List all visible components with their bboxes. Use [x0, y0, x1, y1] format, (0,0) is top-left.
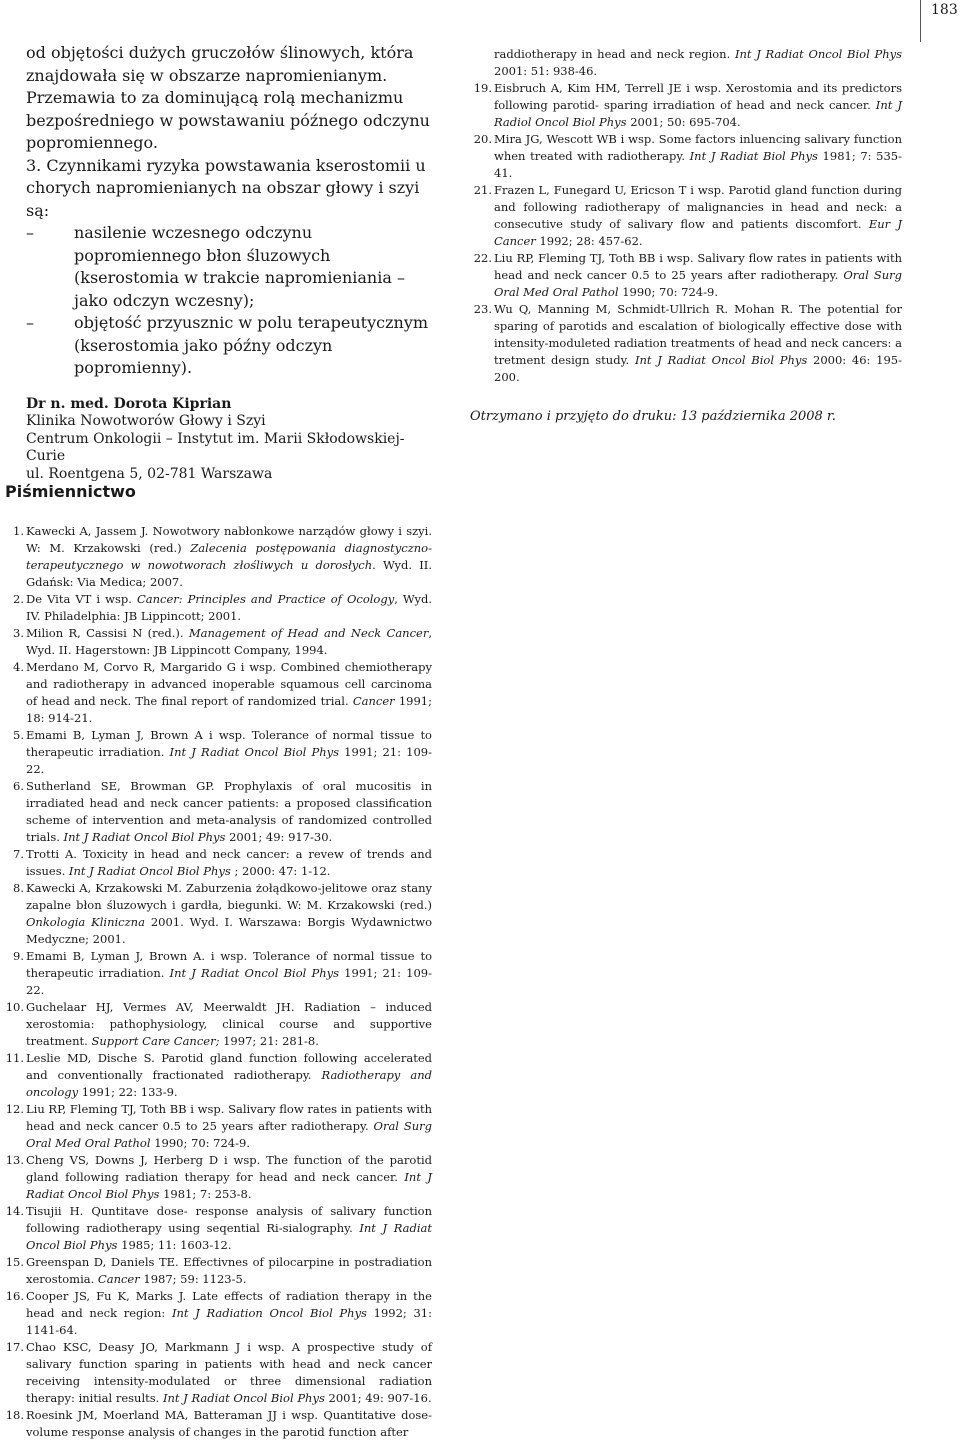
reference-journal: Zalecenia postępowania diagnostyczno-terapeutycznego w nowotworach złośliwych u dorosłych [26, 541, 432, 572]
reference-text [26, 1152, 432, 1203]
reference-number: 12. [5, 1102, 24, 1116]
reference-text [26, 1101, 432, 1152]
reference-journal: Management of Head and Neck Cancer [188, 626, 429, 640]
reference-number: 23. [473, 302, 492, 316]
reference-body: Emami B, Lyman J, Brown A i wsp. Tolerance of normal tissue to therapeutic irradiation. [26, 728, 432, 759]
reference-item [470, 46, 902, 80]
reference-body: Liu RP, Fleming TJ, Toth BB i wsp. Salivary flow rates in patients with head and neck cancer 0.5 to 25 years after radiotherapy. [494, 251, 902, 282]
reference-body: Chao KSC, Deasy JO, Markmann J i wsp. A prospective study of salivary function sparing in patients with head and neck cancer receiving intensity-modulated or three dimensional radiation therapy: initial results. [26, 1340, 432, 1405]
reference-item [0, 948, 432, 999]
conclusion-item-3 [26, 155, 434, 223]
reference-text [494, 182, 902, 250]
reference-text [26, 1050, 432, 1101]
reference-body: Kawecki A, Krzakowski M. Zaburzenia żołądkowo-jelitowe oraz stany zapalne błon śluzowych i gardła, biegunki. W: M. Krzakowski (red.) [26, 881, 432, 912]
reference-number: 6. [13, 779, 24, 793]
dash-bullet: – [26, 223, 34, 242]
reference-journal: Int J Radiat Oncol Biol Phys [26, 1221, 432, 1252]
reference-item [0, 778, 432, 846]
reference-journal: Int J Radiat Oncol Biol Phys [634, 353, 808, 367]
reference-citation: 2001; 50: 695-704. [626, 115, 741, 129]
reference-journal: Int J Radiat Oncol Biol Phys [68, 864, 231, 878]
reference-citation: 2000: 46: 195-200. [494, 353, 903, 384]
dash-item-text: objętość przyusznic w polu terapeutycznym (kserostomia jako późny odczyn popromienny). [74, 313, 429, 377]
reference-body: De Vita VT i wsp. [26, 592, 137, 606]
reference-body: Cheng VS, Downs J, Herberg D i wsp. The function of the parotid gland following radiation therapy for head and neck cancer. [26, 1153, 432, 1184]
page-number: 183 [931, 2, 958, 18]
reference-item [0, 880, 432, 948]
reference-item [0, 1254, 432, 1288]
dash-list-item [26, 222, 434, 312]
reference-body: Tisujii H. Quntitave dose- response analysis of salivary function following radiotherapy using seqential Ri-sialography. [26, 1204, 432, 1235]
reference-item [470, 80, 902, 131]
reference-number: 20. [473, 132, 492, 146]
reference-body: Trotti A. Toxicity in head and neck cancer: a revew of trends and issues. [26, 847, 432, 878]
reference-number: 21. [473, 183, 492, 197]
reference-item [0, 1407, 432, 1441]
reference-number: 17. [5, 1340, 24, 1354]
reference-item [0, 1152, 432, 1203]
reference-item [0, 1203, 432, 1254]
reference-text [26, 591, 432, 625]
reference-journal: Int J Radiat Oncol Biol Phys [63, 830, 226, 844]
reference-body: Wu Q, Manning M, Schmidt-Ullrich R. Mohan R. The potential for sparing of parotids and escalation of biologically effective dose with intensity-moduleted radiation treatments of head and neck cancers: a tretment design study. [494, 302, 902, 367]
reference-citation: , Wyd. II. Hagerstown: JB Lippincott Company, 1994. [26, 626, 432, 657]
reference-journal: Cancer: Principles and Practice of Ocology [136, 592, 395, 606]
reference-journal: Int J Radiation Oncol Biol Phys [171, 1306, 367, 1320]
dash-item-text: nasilenie wczesnego odczynu popromiennego błon śluzowych (kserostomia w trakcie napromieniania – jako odczyn wczesny); [74, 223, 405, 310]
reference-list-right [470, 46, 902, 386]
reference-citation: 2001; 49: 907-16. [324, 1391, 432, 1405]
reference-journal: Int J Radiat Biol Phys [689, 149, 818, 163]
reference-citation: 1981; 7: 253-8. [159, 1187, 252, 1201]
reference-citation: 1991; 21: 109-22. [26, 966, 432, 997]
reference-number: 3. [13, 626, 24, 640]
reference-item [0, 846, 432, 880]
reference-journal: Cancer [97, 1272, 140, 1286]
bibliography-title: Piśmiennictwo [5, 482, 136, 501]
bibliography-list [0, 523, 432, 1441]
reference-item [0, 1050, 432, 1101]
reference-text [494, 131, 902, 182]
reference-citation: 1997; 21: 281-8. [219, 1034, 319, 1048]
conclusion-text [26, 42, 434, 483]
reference-journal: Cancer [352, 694, 395, 708]
reference-citation: 1985; 11: 1603-12. [117, 1238, 232, 1252]
reference-citation: . Wyd. II. Gdańsk: Via Medica; 2007. [26, 558, 432, 589]
reference-body: Leslie MD, Dische S. Parotid gland function following accelerated and conventionally fractionated radiotherapy. [26, 1051, 432, 1082]
reference-citation: 1990; 70: 724-9. [618, 285, 718, 299]
reference-body: Eisbruch A, Kim HM, Terrell JE i wsp. Xerostomia and its predictors following parotid- sparing irradiation of head and neck cancer. [494, 81, 902, 112]
page-header-rule [920, 0, 921, 42]
received-date: Otrzymano i przyjęto do druku: 13 października 2008 r. [470, 409, 836, 424]
reference-citation: 1991; 21: 109-22. [26, 745, 432, 776]
reference-journal: Oral Surg Oral Med Oral Pathol [494, 268, 902, 299]
author-affiliation [26, 396, 434, 484]
reference-text [26, 1407, 432, 1441]
reference-citation: 2001: 51: 938-46. [494, 64, 598, 78]
reference-text [26, 880, 432, 948]
reference-item [470, 250, 902, 301]
dash-bullet: – [26, 313, 34, 332]
reference-body: raddiotherapy in head and neck region. [494, 47, 735, 61]
reference-number: 1. [13, 524, 24, 538]
reference-text [26, 625, 432, 659]
reference-text [26, 659, 432, 727]
reference-number: 10. [5, 1000, 24, 1014]
reference-item [0, 625, 432, 659]
reference-number [470, 46, 494, 80]
reference-body: Guchelaar HJ, Vermes AV, Meerwaldt JH. Radiation – induced xerostomia: pathophysiology, clinical course and supportive treatment. [26, 1000, 432, 1048]
reference-item [0, 727, 432, 778]
reference-item [0, 1288, 432, 1339]
reference-item [0, 591, 432, 625]
item-text: Czynnikami ryzyka powstawania kserostomii u chorych napromienianych na obszar głowy i szyi są: [26, 155, 426, 220]
reference-number: 2. [13, 592, 24, 606]
reference-item [0, 659, 432, 727]
reference-body: Roesink JM, Moerland MA, Batteraman JJ i wsp. Quantitative dose-volume response analysis of changes in the parotid function after [26, 1408, 432, 1439]
reference-number: 19. [473, 81, 492, 95]
reference-number: 5. [13, 728, 24, 742]
reference-citation: ; 2000: 47: 1-12. [230, 864, 331, 878]
reference-text [26, 523, 432, 591]
reference-text [494, 250, 902, 301]
reference-journal: Oral Surg Oral Med Oral Pathol [26, 1119, 433, 1150]
reference-citation: 1991; 18: 914-21. [26, 694, 432, 725]
reference-number: 9. [13, 949, 24, 963]
reference-item [0, 1339, 432, 1407]
reference-body: Greenspan D, Daniels TE. Effectivnes of pilocarpine in postradiation xerostomia. [26, 1255, 432, 1286]
reference-number: 8. [13, 881, 24, 895]
reference-citation: 1991; 22: 133-9. [78, 1085, 178, 1099]
reference-text [26, 1288, 432, 1339]
reference-citation: 1992; 31: 1141-64. [26, 1306, 432, 1337]
reference-text [26, 778, 432, 846]
reference-text [494, 80, 902, 131]
reference-text [494, 301, 902, 386]
reference-journal: Int J Radiol Oncol Biol Phys [494, 98, 902, 129]
conclusion-paragraph: od objętości dużych gruczołów ślinowych, która znajdowała się w obszarze napromienianym. Przemawia to za dominującą rolą mechanizmu bezpośredniego w powstawaniu późnego odczynu popromiennego. [26, 43, 430, 152]
reference-number: 11. [5, 1051, 24, 1065]
reference-item [0, 523, 432, 591]
reference-citation: 1981; 7: 535-41. [494, 149, 902, 180]
reference-item [470, 182, 902, 250]
reference-item [0, 1101, 432, 1152]
reference-body: Milion R, Cassisi N (red.). [26, 626, 189, 640]
reference-text [26, 846, 432, 880]
reference-body: Kawecki A, Jassem J. Nowotwory nabłonkowe narządów głowy i szyi. W: M. Krzakowski (red.) [26, 524, 432, 555]
reference-journal: Eur J Cancer [494, 217, 902, 248]
reference-body: Liu RP, Fleming TJ, Toth BB i wsp. Salivary flow rates in patients with head and neck cancer 0.5 to 25 years after radiotherapy. [26, 1102, 432, 1133]
affiliation-line: Klinika Nowotworów Głowy i Szyi [26, 413, 266, 429]
reference-number: 16. [5, 1289, 24, 1303]
reference-citation: , Wyd. IV. Philadelphia: JB Lippincott; 2001. [26, 592, 432, 623]
reference-body: Emami B, Lyman J, Brown A. i wsp. Tolerance of normal tissue to therapeutic irradiation. [26, 949, 432, 980]
reference-body: Frazen L, Funegard U, Ericson T i wsp. Parotid gland function during and following radiotherapy of malignancies in head and neck: a consecutive study of salivary flow and patients discomfort. [494, 183, 902, 231]
reference-citation: 1987; 59: 1123-5. [139, 1272, 247, 1286]
reference-text [26, 999, 432, 1050]
reference-journal: Int J Radiat Oncol Biol Phys [162, 1391, 325, 1405]
reference-number: 4. [13, 660, 24, 674]
author-name: Dr n. med. Dorota Kiprian [26, 395, 232, 412]
reference-text [26, 1203, 432, 1254]
reference-journal: Int J Radiat Oncol Biol Phys [169, 745, 340, 759]
reference-body: Cooper JS, Fu K, Marks J. Late effects of radiation therapy in the head and neck region: [26, 1289, 432, 1320]
reference-number: 7. [13, 847, 24, 861]
reference-citation: 1992; 28: 457-62. [535, 234, 643, 248]
reference-number: 14. [5, 1204, 24, 1218]
reference-item [470, 301, 902, 386]
reference-number: 22. [473, 251, 492, 265]
reference-body: Mira JG, Wescott WB i wsp. Some factors inluencing salivary function when treated with radiotherapy. [494, 132, 902, 163]
item-number: 3. [26, 155, 42, 175]
reference-citation: 1990; 70: 724-9. [150, 1136, 250, 1150]
reference-number: 18. [5, 1408, 24, 1422]
reference-text [494, 46, 902, 80]
reference-text [26, 948, 432, 999]
references-continued [470, 46, 902, 425]
reference-text [26, 727, 432, 778]
reference-text [26, 1339, 432, 1407]
affiliation-line: Centrum Onkologii – Instytut im. Marii Skłodowskiej-Curie [26, 430, 405, 464]
affiliation-line: ul. Roentgena 5, 02-781 Warszawa [26, 465, 273, 482]
reference-citation: 2001. Wyd. I. Warszawa: Borgis Wydawnictwo Medyczne; 2001. [26, 915, 432, 946]
reference-journal: Radiotherapy and oncology [26, 1068, 432, 1099]
reference-item [470, 131, 902, 182]
reference-item [0, 999, 432, 1050]
dash-list-item [26, 312, 434, 380]
reference-journal: Int J Radiat Oncol Biol Phys [169, 966, 340, 980]
reference-journal: Support Care Cancer; [91, 1034, 220, 1048]
reference-number: 13. [5, 1153, 24, 1167]
reference-journal: Int J Radiat Oncol Biol Phys [26, 1170, 432, 1201]
reference-citation: 2001; 49: 917-30. [225, 830, 333, 844]
reference-journal: Onkologia Kliniczna [26, 915, 145, 929]
reference-body: Sutherland SE, Browman GP. Prophylaxis of oral mucositis in irradiated head and neck cancer patients: a proposed classification scheme of intervention and meta-analysis of randomized controlled trials. [26, 779, 432, 844]
reference-body: Merdano M, Corvo R, Margarido G i wsp. Combined chemiotherapy and radiotherapy in advanced inoperable squamous cell carcinoma of head and neck. The final report of randomized trial. [26, 660, 432, 708]
reference-number: 15. [5, 1255, 24, 1269]
reference-journal: Int J Radiat Oncol Biol Phys [734, 47, 902, 61]
reference-text [26, 1254, 432, 1288]
